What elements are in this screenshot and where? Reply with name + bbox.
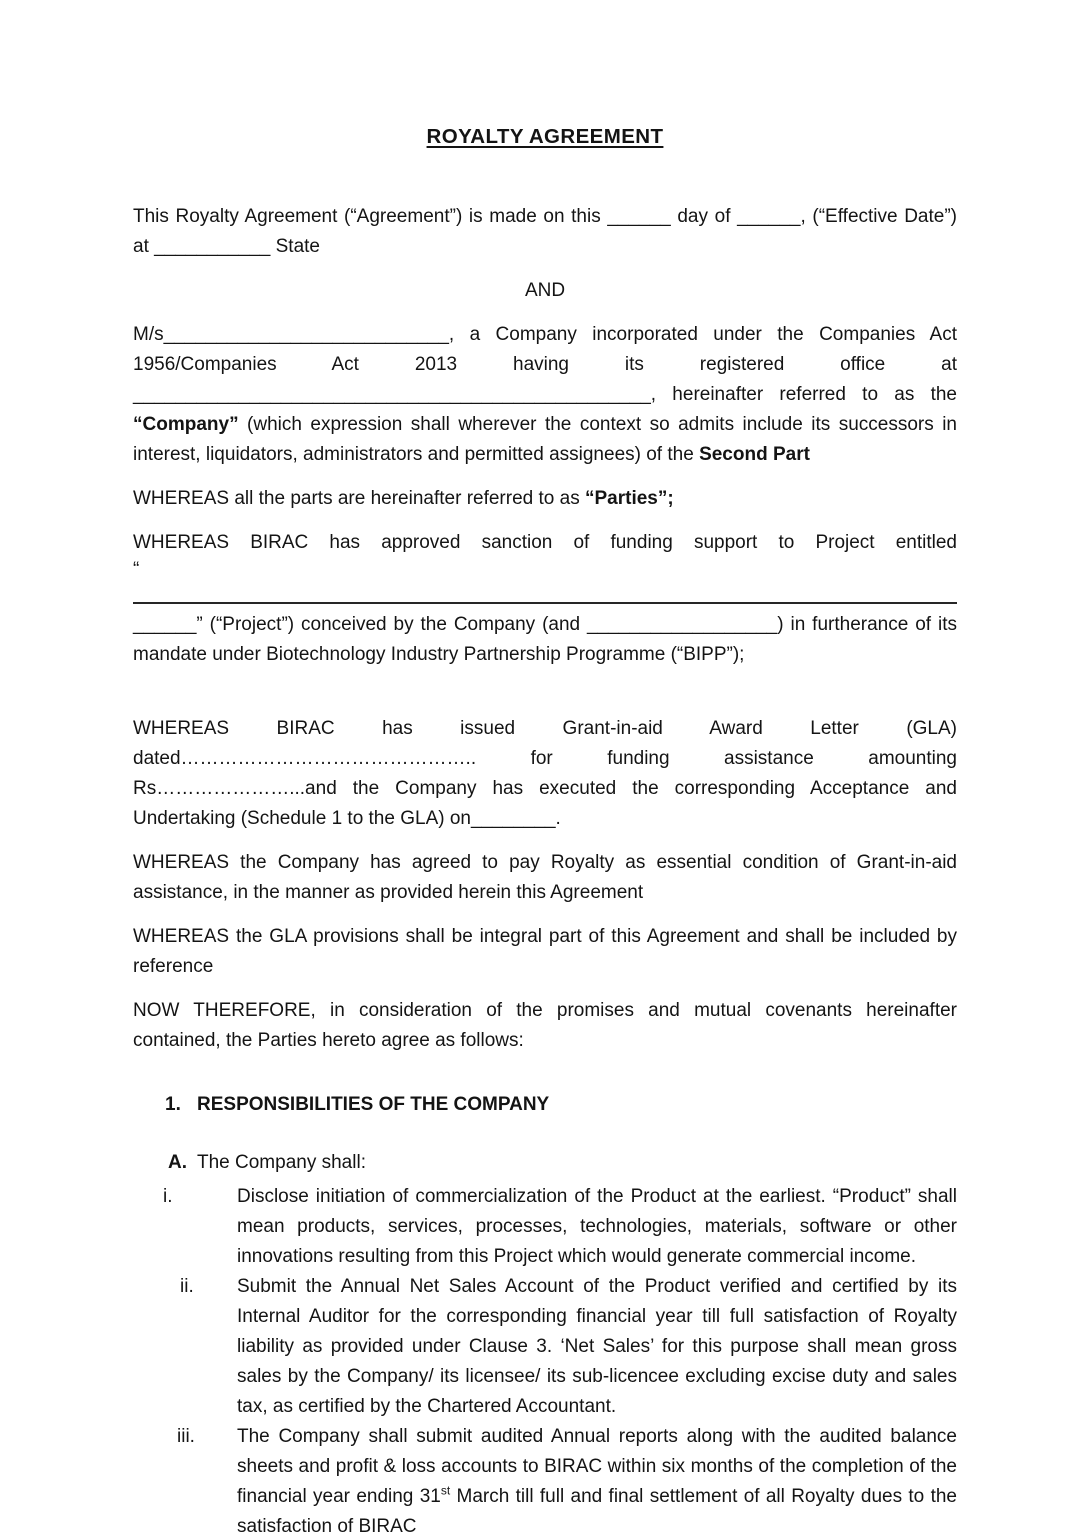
and-separator: AND [524,280,566,301]
parties-term-bold: “Parties”; [584,488,674,509]
project-open-quote: “ [133,559,140,580]
list-item-i-marker: i. [163,1186,173,1207]
gla-award-paragraph: WHEREAS BIRAC has issued Grant-in-aid Award Letter (GLA) dated……………………………………….. for funding assistance amounting Rs…………………...and the Company has executed the corresponding Acceptance and Undertaking (Schedule 1 to the GLA) on________. [133,718,957,829]
project-title-blank-line [133,582,957,604]
list-item-iii-text [237,1422,957,1536]
list-item-iii [133,1422,957,1536]
list-item-ii-text: Submit the Annual Net Sales Account of the Product verified and certified by its Internal Auditor for the corresponding financial year till full satisfaction of Royalty liability as provided under Clause 3. ‘Net Sales’ for this purpose shall mean gross sales by the Company/ its licensee/ its sub-licencee excluding excise duty and sales tax, as certified by the Chartered Accountant. [237,1276,957,1417]
section-1-heading-text: RESPONSIBILITIES OF THE COMPANY [197,1094,550,1115]
gla-provisions-paragraph: WHEREAS the GLA provisions shall be integral part of this Agreement and shall be included by reference [133,926,957,977]
company-paragraph [133,320,957,470]
list-item-a-text: The Company shall: [197,1152,366,1173]
parties-paragraph [133,484,957,514]
now-therefore-paragraph: NOW THEREFORE, in consideration of the promises and mutual covenants hereinafter contained, the Parties hereto agree as follows: [133,1000,957,1051]
list-item-ii-marker: ii. [180,1276,194,1297]
project-paragraph-continuation: ______” (“Project”) conceived by the Company (and __________________) in furtherance of its mandate under Biotechnology Industry Partnership Programme (“BIPP”); [133,614,957,665]
list-item-iii-text-before: The Company shall submit audited Annual reports along with the audited balance sheets and profit & loss accounts to BIRAC within six months of the completion of the financial year ending 31 [237,1426,957,1507]
company-paragraph-text-1: M/s___________________________, a Company incorporated under the Companies Act 1956/Companies Act 2013 having its registered office at _________________________________________________, hereinafter referred to as the [133,324,957,405]
list-item-iii-text-after: March till full and final settlement of all Royalty dues to the satisfaction of BIRAC [237,1486,957,1536]
company-term-bold: “Company” [133,414,239,435]
ordinal-superscript: st [440,1483,451,1498]
second-part-bold: Second Part [699,444,810,465]
royalty-condition-paragraph: WHEREAS the Company has agreed to pay Royalty as essential condition of Grant-in-aid assistance, in the manner as provided herein this Agreement [133,852,957,903]
section-1-heading [133,1090,957,1120]
project-paragraph-line-1: WHEREAS BIRAC has approved sanction of funding support to Project entitled [133,532,957,553]
list-item-a [133,1148,957,1178]
list-item-i-text: Disclose initiation of commercialization of the Product at the earliest. “Product” shall mean products, services, processes, technologies, materials, software or other innovations resulting from this Project which would generate commercial income. [237,1186,957,1267]
company-paragraph-text-2: (which expression shall wherever the context so admits include its successors in interest, liquidators, administrators and permitted assignees) of the [133,414,957,465]
list-item-iii-marker: iii. [177,1426,195,1447]
page-title: ROYALTY AGREEMENT [426,125,664,148]
parties-paragraph-text: WHEREAS all the parts are hereinafter referred to as [133,488,585,509]
list-item-ii [133,1272,957,1422]
list-item-a-marker: A. [168,1152,187,1173]
list-item-i [133,1182,957,1272]
section-1-number: 1. [165,1094,181,1115]
project-paragraph [133,528,957,670]
made-on-paragraph: This Royalty Agreement (“Agreement”) is made on this ______ day of ______, (“Effective Date”) at ___________ State [133,206,957,257]
